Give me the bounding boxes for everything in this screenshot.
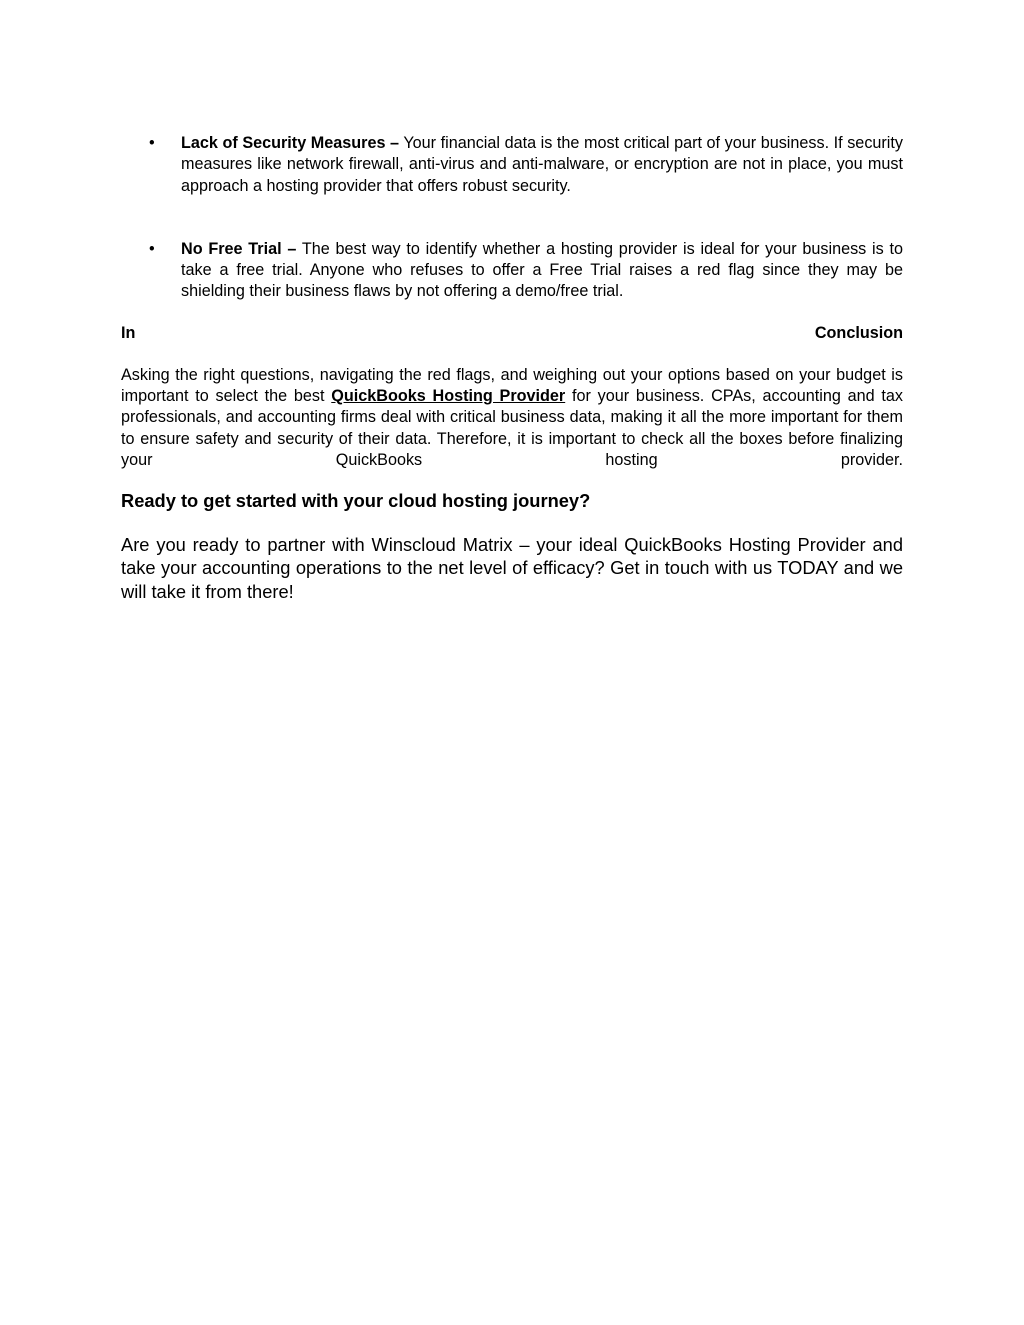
heading-right: Conclusion: [814, 323, 903, 342]
bullet-text: The best way to identify whether a hosting provider is ideal for your business is to take a free trial. Anyone who refuses to offer a Free Trial raises a red flag since they may be shielding their business flaws by not offering a demo/free trial.: [181, 239, 903, 301]
conclusion-paragraph: [121, 365, 903, 471]
ready-heading: Ready to get started with your cloud hosting journey?: [121, 490, 591, 512]
conclusion-heading: [121, 323, 903, 344]
conclusion-text-after: for your business. CPAs, accounting and tax professionals, and accounting firms deal with critical business data, making it all the more important for them to ensure safety and security of their data. Therefore, it is important to check all the boxes before finalizing your QuickBooks hosting provider.: [121, 387, 903, 469]
bullet-term: No Free Trial –: [181, 239, 297, 258]
conclusion-text-before: Asking the right questions, navigating the red flags, and weighing out your options based on your budget is important to select the best: [121, 365, 903, 406]
final-paragraph: Are you ready to partner with Winscloud Matrix – your ideal QuickBooks Hosting Provider and take your accounting operations to the net level of efficacy? Get in touch with us TODAY and we will take it from there!: [121, 534, 903, 602]
bullet-term: Lack of Security Measures –: [181, 134, 400, 152]
list-item: [121, 133, 903, 197]
list-item: [121, 239, 903, 303]
document-page: [121, 130, 903, 603]
quickbooks-hosting-link[interactable]: QuickBooks Hosting Provider: [331, 387, 566, 406]
bullet-icon: •: [149, 239, 155, 258]
bullet-icon: •: [149, 134, 155, 152]
heading-left: In: [121, 323, 136, 342]
bullet-list: [121, 133, 903, 303]
bullet-text: Your financial data is the most critical part of your business. If security measures like network firewall, anti-virus and anti-malware, or encryption are not in place, you must approach a hosting provider that offers robust security.: [181, 134, 903, 195]
